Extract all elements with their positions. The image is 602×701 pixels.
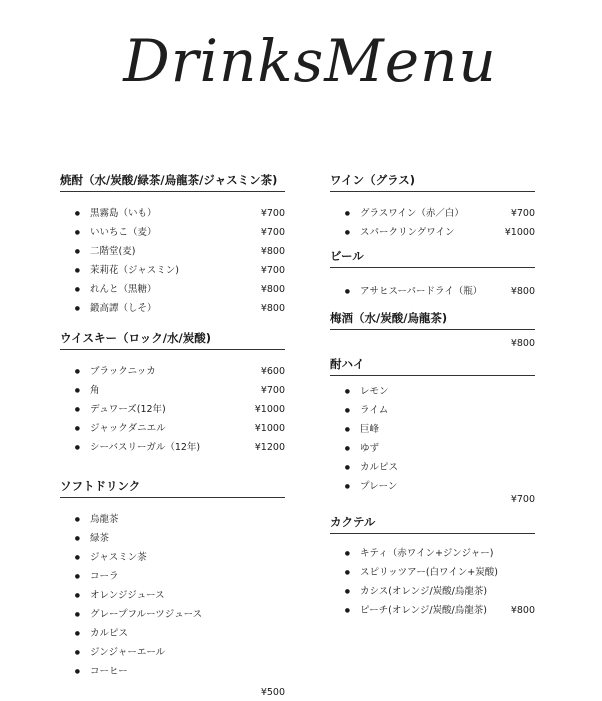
menu-item [330,601,535,620]
menu-item [60,223,285,242]
item-name: カルピス [360,462,399,473]
menu-item [330,401,535,420]
menu-item [60,605,285,624]
item-name: アサヒスーパードライ（瓶） [360,286,483,297]
section-title: 焼酎（水/炭酸/緑茶/烏龍茶/ジャスミン茶) [60,172,285,192]
item-name: コーラ [90,571,119,582]
item-name: スパークリングワイン [360,227,455,238]
item-price: ¥800 [510,605,535,616]
menu-item [60,662,285,681]
section-chuhai [330,356,535,514]
item-name: グレープフルーツジュース [90,609,203,620]
item-name: カルピス [90,628,129,639]
item-price: ¥600 [260,366,285,377]
item-name: デュワーズ(12年) [90,404,166,415]
menu-item [330,382,535,401]
section-title: ソフトドリンク [60,478,285,498]
menu-item [330,282,535,301]
menu-title: DrinksMenu [123,27,497,95]
menu-item [60,529,285,548]
item-name: 角 [90,385,100,396]
section-umeshu [330,310,535,356]
menu-item [60,280,285,299]
item-price: ¥800 [510,286,535,297]
menu-item [60,510,285,529]
left-column [60,172,285,701]
item-price: ¥1000 [254,423,285,434]
item-name: シーバスリーガル（12年) [90,442,201,453]
item-price: ¥1000 [254,404,285,415]
item-name: ジンジャーエール [90,647,166,658]
section-price: ¥700 [510,494,535,505]
menu-item [60,643,285,662]
menu-item [330,544,535,563]
section-beer [330,248,535,310]
menu-item [330,563,535,582]
item-price: ¥1000 [504,227,535,238]
menu-item [60,586,285,605]
item-name: 茉莉花（ジャスミン) [90,265,180,276]
item-price: ¥800 [260,246,285,257]
item-name: 緑茶 [90,533,110,544]
section-price: ¥500 [260,687,285,698]
section-cocktail [330,514,535,620]
menu-item [330,477,535,496]
item-name: コーヒー [90,666,128,677]
section-whisky [60,330,285,478]
right-column [330,172,535,620]
item-price: ¥700 [260,208,285,219]
item-price: ¥800 [260,284,285,295]
menu-item [330,204,535,223]
item-price: ¥800 [260,303,285,314]
menu-item [60,261,285,280]
item-name: ジャックダニエル [90,423,166,434]
item-price: ¥700 [260,385,285,396]
section-wine [330,172,535,248]
item-name: ライム [360,405,389,416]
item-name: オレンジジュース [90,590,165,601]
menu-item [330,458,535,477]
section-title: ウイスキー（ロック/水/炭酸) [60,330,285,350]
menu-item [60,419,285,438]
menu-item [330,582,535,601]
item-name: 黒霧島（いも） [90,208,157,219]
menu-item [60,242,285,261]
menu-item [60,624,285,643]
menu-item [330,439,535,458]
menu-item [60,381,285,400]
section-soft-drinks [60,478,285,701]
section-title: ビール [330,248,535,268]
section-title: 梅酒（水/炭酸/烏龍茶) [330,310,535,330]
item-name: ジャスミン茶 [90,552,147,563]
section-title: カクテル [330,514,535,534]
item-name: 鍛高譚（しそ） [90,303,157,314]
section-title: 酎ハイ [330,356,535,376]
menu-item [60,548,285,567]
item-name: レモン [360,386,389,397]
item-name: ピーチ(オレンジ/炭酸/烏龍茶) [360,605,487,616]
item-price: ¥1200 [254,442,285,453]
menu-item [60,362,285,381]
item-price: ¥700 [510,208,535,219]
menu-item [330,223,535,242]
menu-item [60,204,285,223]
section-price: ¥800 [510,338,535,349]
item-name: プレーン [360,481,398,492]
menu-item [60,299,285,318]
menu-item [60,438,285,457]
item-name: グラスワイン（赤／白） [360,208,464,219]
item-name: スピリッツアー(白ワイン+炭酸) [360,567,498,578]
item-name: いいちこ（麦） [90,227,157,238]
item-price: ¥700 [260,265,285,276]
item-name: 巨峰 [360,424,380,435]
item-name: カシス(オレンジ/炭酸/烏龍茶) [360,586,488,597]
item-price: ¥700 [260,227,285,238]
section-title: ワイン（グラス) [330,172,535,192]
menu-item [60,400,285,419]
menu-item [330,420,535,439]
item-name: キティ（赤ワイン+ジンジャー) [360,548,494,559]
item-name: 烏龍茶 [90,514,119,525]
item-name: れんと（黒糖） [90,284,157,295]
item-name: ブラックニッカ [90,366,156,377]
section-shochu [60,172,285,330]
menu-item [60,567,285,586]
item-name: ゆず [360,443,380,454]
item-name: 二階堂(麦) [90,246,136,257]
